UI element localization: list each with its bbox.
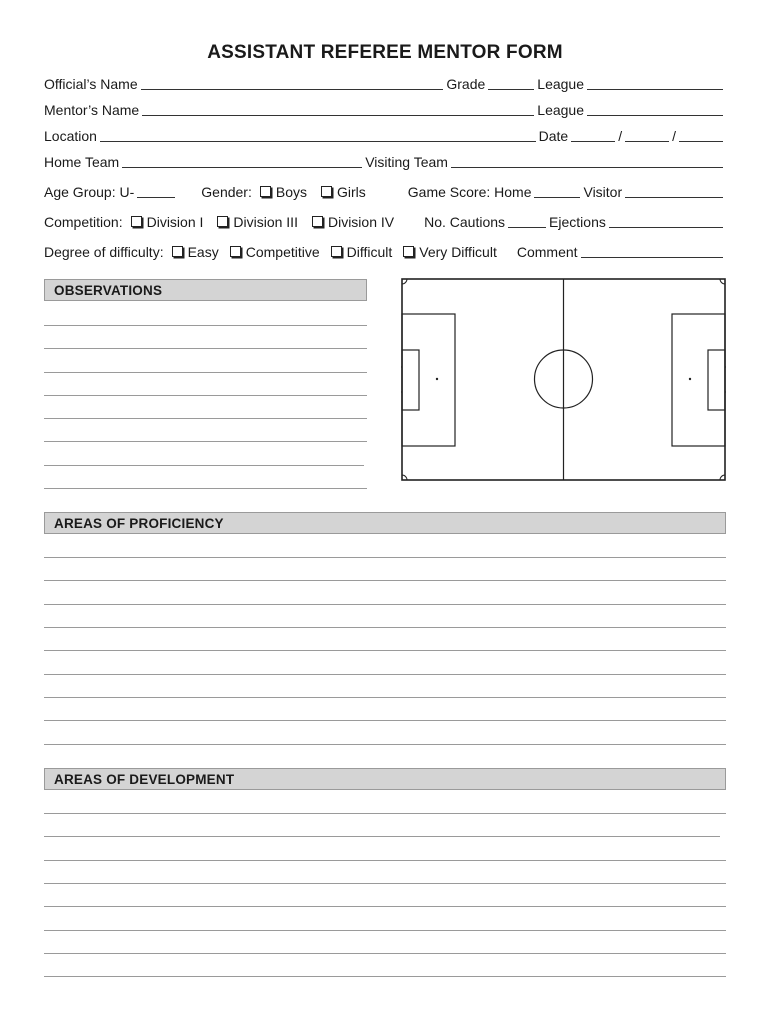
observation-line[interactable] [44, 465, 364, 466]
mentors-name-field[interactable] [142, 101, 534, 116]
mentors-name-label: Mentor’s Name [44, 102, 140, 118]
comment-field[interactable] [581, 243, 723, 258]
league-field[interactable] [587, 75, 723, 90]
easy-option[interactable]: Easy [172, 244, 219, 260]
development-header: AREAS OF DEVELOPMENT [44, 768, 726, 790]
observation-line[interactable] [44, 441, 367, 442]
observation-line[interactable] [44, 488, 367, 489]
observation-line[interactable] [44, 395, 367, 396]
location-label: Location [44, 128, 97, 144]
proficiency-line[interactable] [44, 650, 726, 651]
proficiency-line[interactable] [44, 557, 726, 558]
visiting-team-field[interactable] [451, 153, 723, 168]
visiting-team-label: Visiting Team [365, 154, 448, 170]
competition-label: Competition: [44, 214, 123, 230]
gender-label: Gender: [201, 184, 252, 200]
row-age-gender-score [44, 180, 726, 200]
checkbox-icon[interactable] [217, 216, 228, 227]
league-label: League [537, 76, 584, 92]
checkbox-icon[interactable] [321, 186, 332, 197]
officials-name-label: Official’s Name [44, 76, 138, 92]
date-label: Date [538, 128, 569, 144]
observation-line[interactable] [44, 348, 367, 349]
development-line[interactable] [44, 976, 726, 977]
gender-girls-option[interactable]: Girls [321, 184, 366, 200]
game-score-home-label: Game Score: Home [407, 184, 532, 200]
degree-label: Degree of difficulty: [44, 244, 164, 260]
comment-label: Comment [516, 244, 578, 260]
location-field[interactable] [100, 127, 536, 142]
proficiency-line[interactable] [44, 674, 726, 675]
home-team-field[interactable] [122, 153, 362, 168]
checkbox-icon[interactable] [331, 246, 342, 257]
date-day-field[interactable] [625, 127, 669, 142]
row-mentors-name [44, 98, 726, 118]
date-separator-2: / [672, 128, 676, 144]
officials-name-field[interactable] [141, 75, 444, 90]
observation-line[interactable] [44, 372, 367, 373]
division-4-option[interactable]: Division IV [312, 214, 394, 230]
observation-line[interactable] [44, 418, 367, 419]
soccer-pitch-diagram [401, 278, 726, 481]
proficiency-line[interactable] [44, 627, 726, 628]
difficult-option[interactable]: Difficult [331, 244, 393, 260]
league2-field[interactable] [587, 101, 723, 116]
development-line[interactable] [44, 883, 726, 884]
date-month-field[interactable] [571, 127, 615, 142]
development-line[interactable] [44, 836, 720, 837]
ejections-field[interactable] [609, 213, 723, 228]
proficiency-line[interactable] [44, 697, 726, 698]
proficiency-header: AREAS OF PROFICIENCY [44, 512, 726, 534]
development-line[interactable] [44, 930, 726, 931]
row-competition [44, 210, 726, 230]
checkbox-icon[interactable] [131, 216, 142, 227]
division-3-option[interactable]: Division III [217, 214, 298, 230]
checkbox-icon[interactable] [260, 186, 271, 197]
home-team-label: Home Team [44, 154, 120, 170]
proficiency-line[interactable] [44, 580, 726, 581]
date-year-field[interactable] [679, 127, 723, 142]
form-title: ASSISTANT REFEREE MENTOR FORM [207, 42, 563, 63]
no-cautions-label: No. Cautions [424, 214, 506, 230]
development-line[interactable] [44, 906, 726, 907]
row-teams [44, 150, 726, 170]
age-group-field[interactable] [137, 183, 175, 198]
checkbox-icon[interactable] [172, 246, 183, 257]
row-location [44, 124, 726, 144]
row-degree [44, 240, 726, 260]
gender-boys-option[interactable]: Boys [260, 184, 307, 200]
checkbox-icon[interactable] [403, 246, 414, 257]
league2-label: League [537, 102, 584, 118]
grade-label: Grade [446, 76, 486, 92]
no-cautions-field[interactable] [508, 213, 546, 228]
proficiency-line[interactable] [44, 604, 726, 605]
development-line[interactable] [44, 813, 726, 814]
checkbox-icon[interactable] [312, 216, 323, 227]
visitor-label: Visitor [583, 184, 623, 200]
observations-header: OBSERVATIONS [44, 279, 367, 301]
proficiency-line[interactable] [44, 720, 726, 721]
ejections-label: Ejections [549, 214, 606, 230]
grade-field[interactable] [488, 75, 534, 90]
very-difficult-option[interactable]: Very Difficult [403, 244, 497, 260]
home-score-field[interactable] [534, 183, 580, 198]
development-line[interactable] [44, 860, 726, 861]
age-group-label: Age Group: U- [44, 184, 135, 200]
checkbox-icon[interactable] [230, 246, 241, 257]
observation-line[interactable] [44, 325, 367, 326]
row-officials-name [44, 72, 726, 92]
division-1-option[interactable]: Division I [131, 214, 204, 230]
competitive-option[interactable]: Competitive [230, 244, 320, 260]
proficiency-line[interactable] [44, 744, 726, 745]
development-line[interactable] [44, 953, 726, 954]
date-separator-1: / [618, 128, 623, 144]
visitor-score-field[interactable] [625, 183, 723, 198]
